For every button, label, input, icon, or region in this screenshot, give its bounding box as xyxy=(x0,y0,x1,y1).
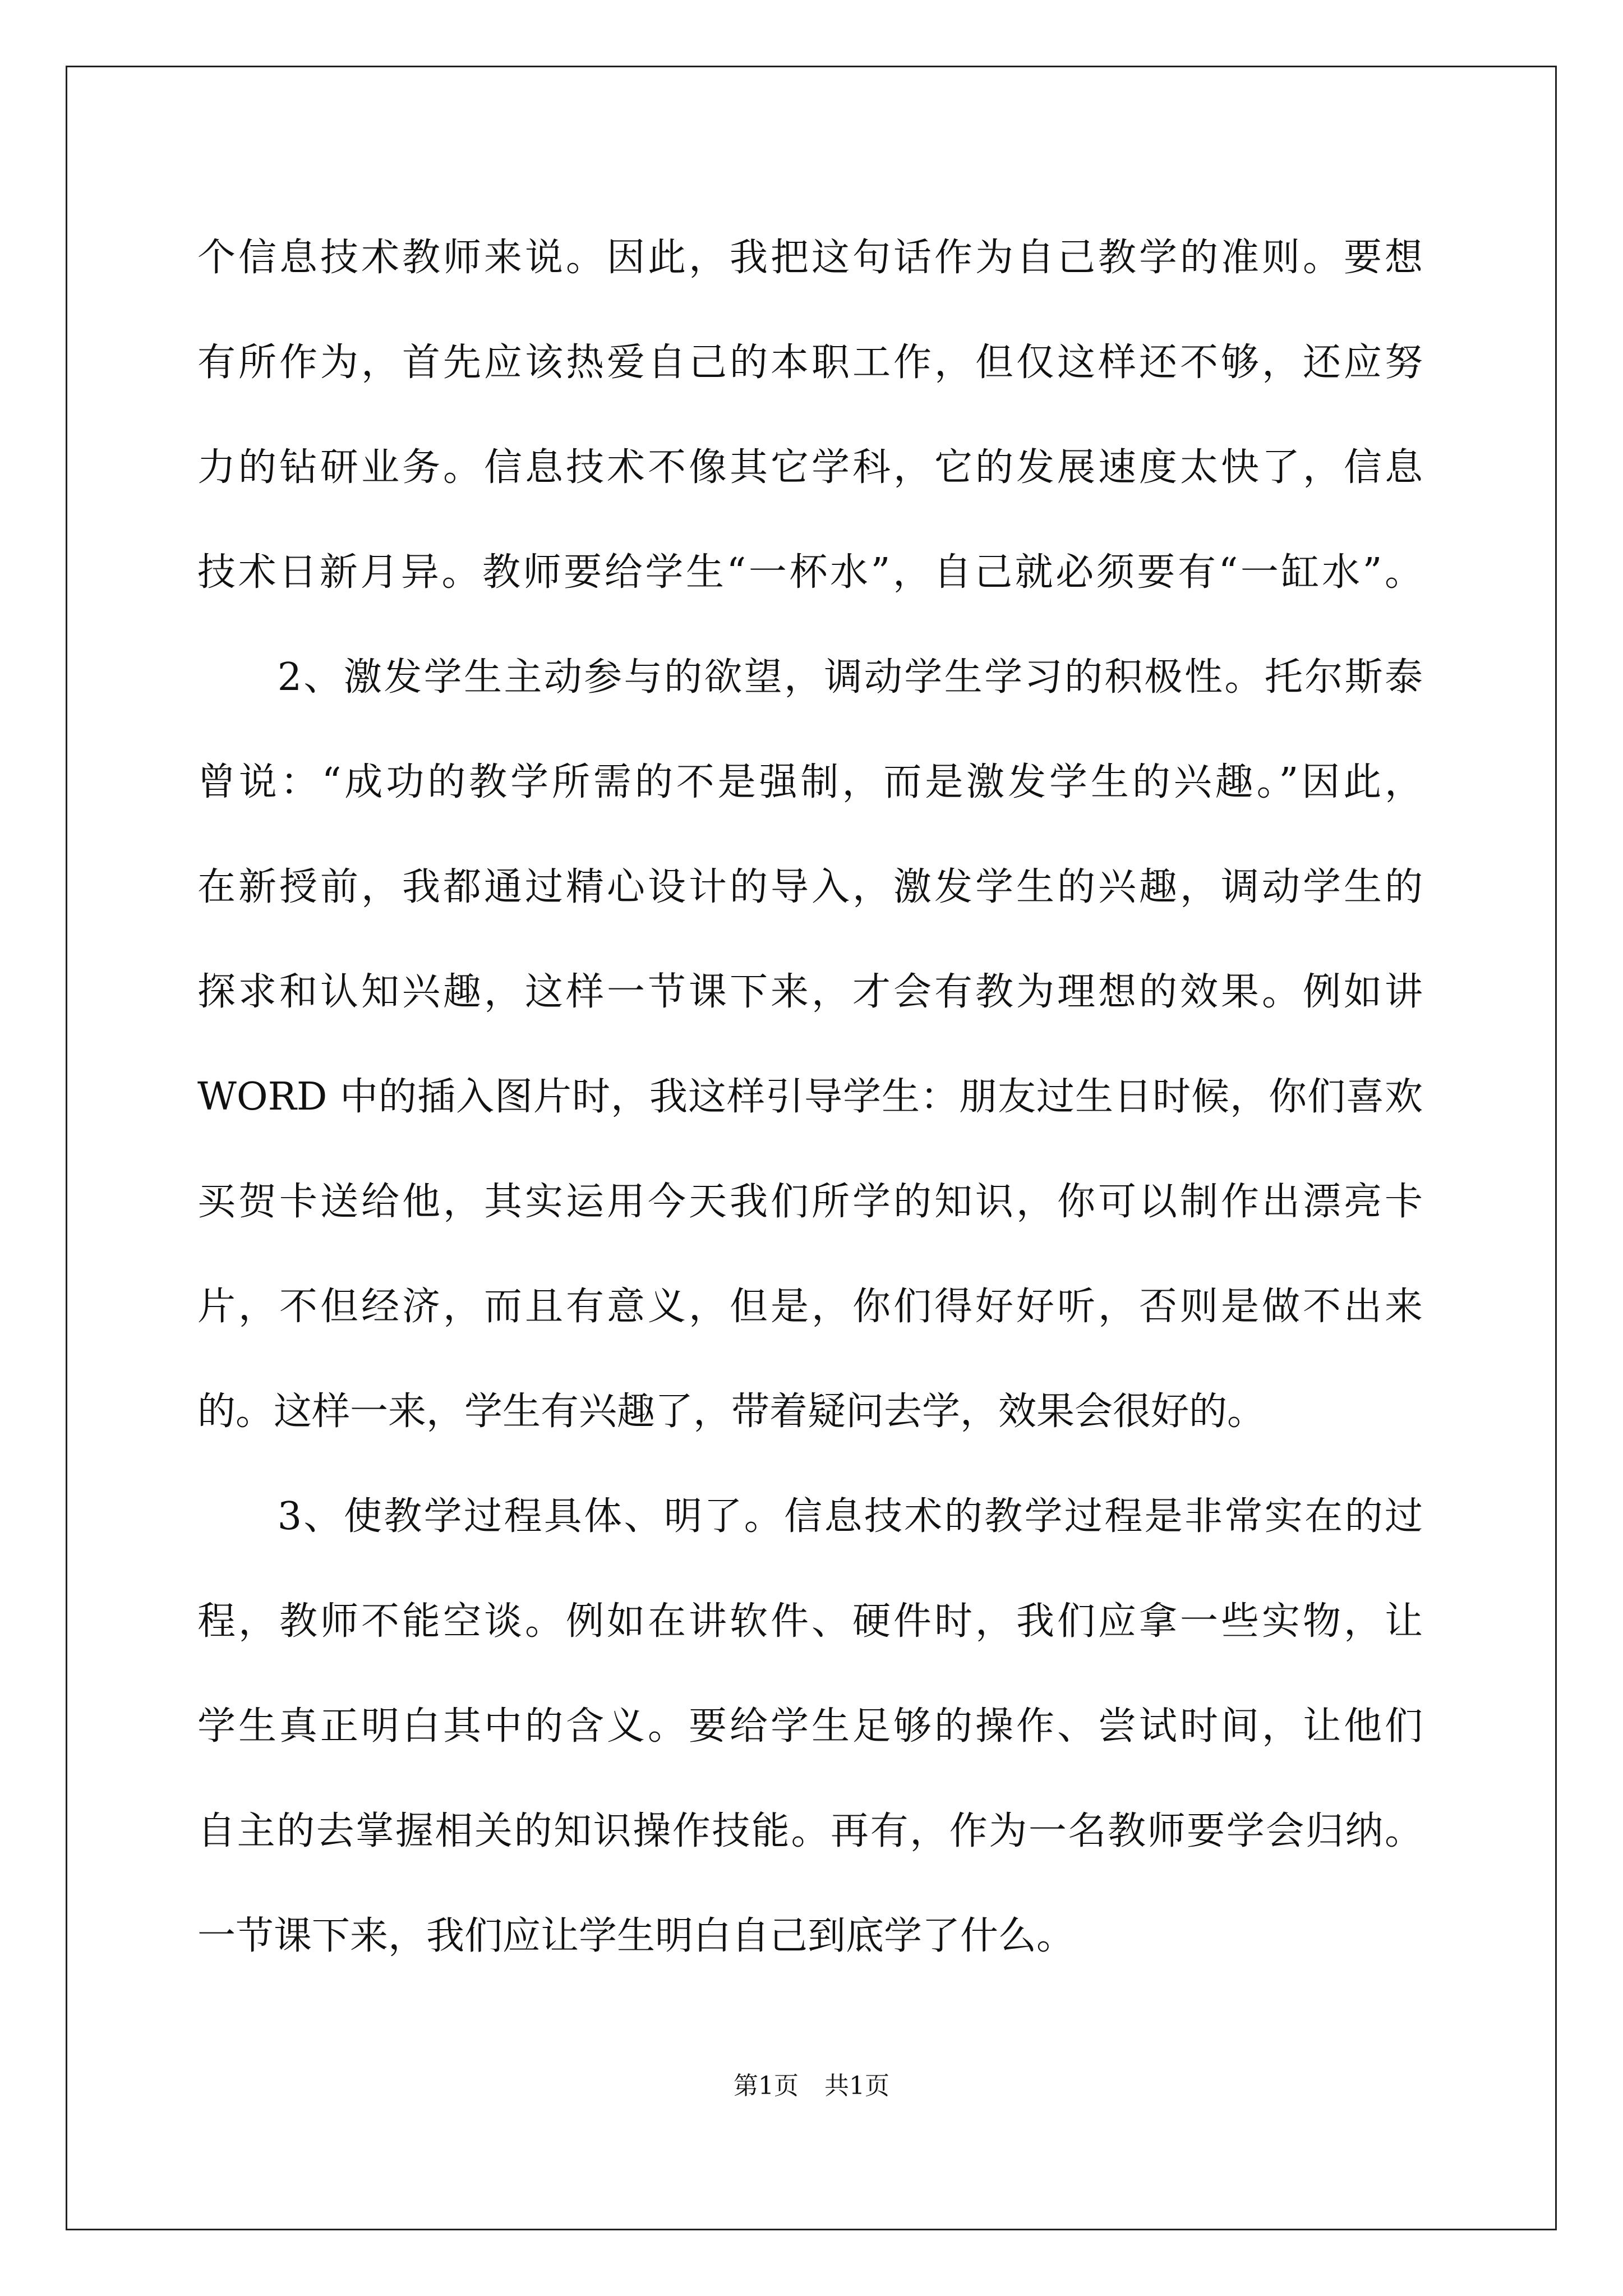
document-body xyxy=(197,205,1423,1989)
text-line: WORD 中的插入图片时，我这样引导学生：朋友过生日时候，你们喜欢 xyxy=(197,1075,1423,1119)
text-line: 3、使教学过程具体、明了。信息技术的教学过程是非常实在的过 xyxy=(197,1494,1423,1539)
text-line: 曾说：“成功的教学所需的不是强制，而是激发学生的兴趣。”因此， xyxy=(197,760,1423,804)
text-line: 探求和认知兴趣，这样一节课下来，才会有教为理想的效果。例如讲 xyxy=(197,970,1423,1014)
text-line: 自主的去掌握相关的知识操作技能。再有，作为一名教师要学会归纳。 xyxy=(197,1809,1423,1853)
text-line: 技术日新月异。教师要给学生“一杯水”，自己就必须要有“一缸水”。 xyxy=(197,550,1423,595)
text-line: 个信息技术教师来说。因此，我把这句话作为自己教学的准则。要想 xyxy=(197,236,1423,280)
text-line: 力的钻研业务。信息技术不像其它学科，它的发展速度太快了，信息 xyxy=(197,445,1423,490)
text-line: 2、激发学生主动参与的欲望，调动学生学习的积极性。托尔斯泰 xyxy=(197,655,1423,700)
text-line: 有所作为，首先应该热爱自己的本职工作，但仅这样还不够，还应努 xyxy=(197,341,1423,385)
text-line: 买贺卡送给他，其实运用今天我们所学的知识，你可以制作出漂亮卡 xyxy=(197,1180,1423,1224)
text-line: 片，不但经济，而且有意义，但是，你们得好好听，否则是做不出来 xyxy=(197,1285,1423,1329)
text-line: 学生真正明白其中的含义。要给学生足够的操作、尝试时间，让他们 xyxy=(197,1704,1423,1749)
text-line: 程，教师不能空谈。例如在讲软件、硬件时，我们应拿一些实物，让 xyxy=(197,1599,1423,1644)
page-total: 共1页 xyxy=(824,2072,889,2100)
text-line: 在新授前，我都通过精心设计的导入，激发学生的兴趣，调动学生的 xyxy=(197,865,1423,909)
page-number: 第1页 xyxy=(734,2072,799,2100)
text-line: 一节课下来，我们应让学生明白自己到底学了什么。 xyxy=(197,1914,1075,1958)
page-footer xyxy=(0,2069,1623,2103)
text-line: 的。这样一来，学生有兴趣了，带着疑问去学，效果会很好的。 xyxy=(197,1389,1266,1434)
